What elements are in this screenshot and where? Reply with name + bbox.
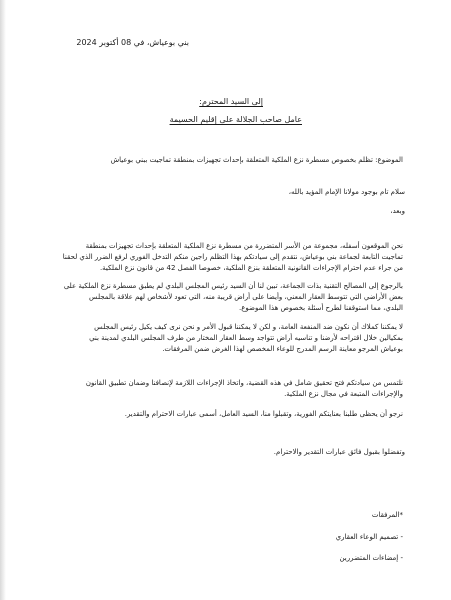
paragraph-line: نحن الموقعون أسفله، مجموعة من الأسر المتضررة من مسطرة نزع الملكية المتعلقة بإحداث تجهيزات بمنطقة: [85, 242, 403, 250]
paragraph-line: بوعياش المرجو معاينة الرسم المدرج للوعاء المخصص لهذا الغرض ضمن المرفقات.: [162, 345, 403, 353]
paragraph-line: نرجو أن يحظى طلبنا بعنايتكم الفورية، وتقبلوا منا، السيد العامل، أسمى عبارات الاحترام والتقدير.: [124, 410, 403, 418]
paragraph-3: [60, 322, 403, 355]
paragraph-line: بعض الأراضي التي تتوسط العقار المعني، وأيضا على أراض قريبة منه، التي تعود لأشخاص لهم علاقة بالمجلس: [89, 293, 403, 301]
paragraph-2: [60, 281, 403, 314]
paragraph-line: لا يمكننا كملاك أن نكون ضد المنفعة العامة، و لكن لا يمكننا قبول الأمر و نحن نرى كيف يكيل رئيس المجلس: [94, 323, 403, 331]
place-date: بني بوعياش، في 08 أكتوبر 2024: [76, 38, 189, 47]
paragraph-line: من جراء عدم احترام الإجراءات القانونية المتعلقة بنزع الملكية، خصوصا الفصل 42 من قانون نزع الملكية.: [99, 264, 403, 272]
attachments-title: *المرفقات: [371, 511, 403, 519]
recipient-title: إلى السيد المحترم:: [199, 97, 263, 106]
paragraph-1: [60, 241, 403, 274]
greeting: سلام تام بوجود مولانا الإمام المؤيد بالله،: [288, 188, 405, 196]
scan-edge-shadow: [0, 0, 6, 600]
paragraph-4: [60, 378, 403, 400]
paragraph-line: نلتمس من سيادتكم فتح تحقيق شامل في هذه القضية، واتخاذ الإجراءات اللازمة لإنصافنا وضمان تطبيق القانون: [85, 379, 403, 387]
paragraph-line: البلدي، مما استوقفنا لطرح أسئلة بخصوص هذا الموضوع.: [239, 304, 403, 312]
paragraph-5: [60, 409, 403, 420]
recipient-name: عامل صاحب الجلالة على إقليم الحسيمة: [169, 115, 302, 124]
wabaad: وبعد،: [390, 207, 405, 215]
paragraph-line: بمكيالين خلال اقتراحه لأرضنا و تناسيه أراض تتواجد وسط العقار المختار من طرف المجلس البلدي لمدينة بني: [89, 334, 403, 342]
paragraph-line: بالرجوع إلى المصالح التقنية بذات الجماعة، تبين لنا أن السيد رئيس المجلس البلدي لم يطبق مسطرة نزع الملكية على: [63, 282, 403, 290]
subject-line: الموضوع: تظلم بخصوص مسطرة نزع الملكية المتعلقة بإحداث تجهيزات بمنطقة تماجيت ببني بوعياش: [110, 156, 403, 164]
attachment-item: - إمضاءات المتضررين: [339, 554, 403, 562]
attachment-item: - تصميم الوعاء العقاري: [335, 533, 403, 541]
paragraph-line: تماجيت التابعة لجماعة بني بوعياش، نتقدم إلى سيادتكم بهذا التظلم راجين منكم التدخل الفوري لرفع الضرر الذي لحقنا: [62, 253, 403, 261]
paragraph-line: والإجراءات المتبعة في مجال نزع الملكية.: [284, 390, 403, 398]
closing-line: وتفضلوا بقبول فائق عبارات التقدير والاحترام.: [273, 448, 405, 456]
